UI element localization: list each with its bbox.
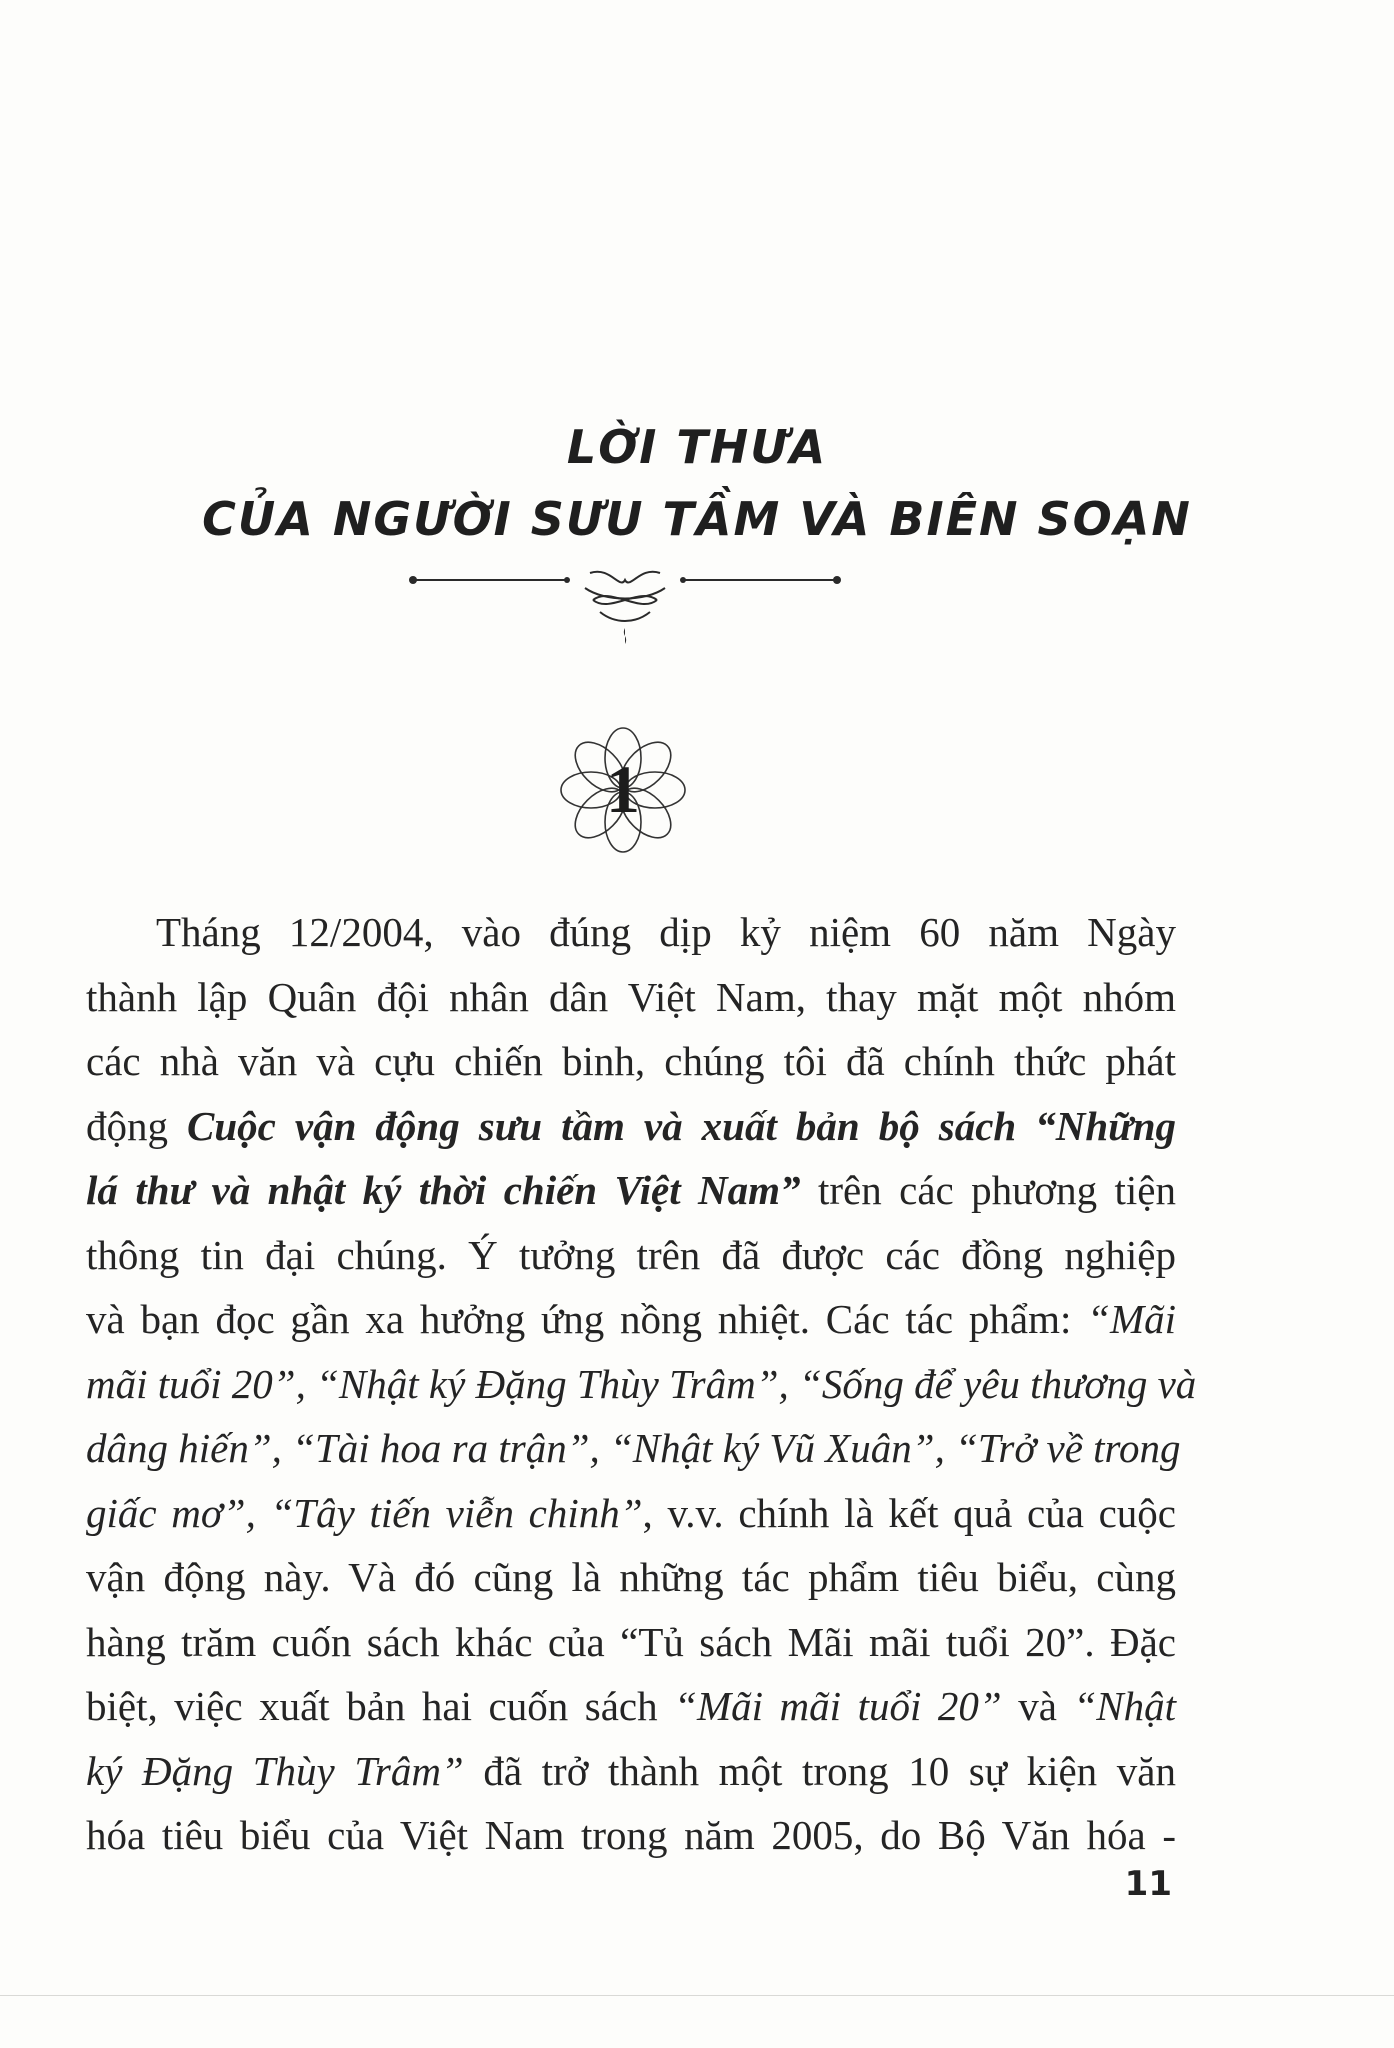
heading-title: LỜI THƯA [566, 420, 828, 474]
text-line: thành lập Quân đội nhân dân Việt Nam, thay mặt một nhóm [86, 973, 1176, 1020]
text-line: thông tin đại chúng. Ý tưởng trên đã được các đồng nghiệp [86, 1231, 1176, 1278]
page-edge-divider [0, 1995, 1394, 1996]
text-line: Tháng 12/2004, vào đúng dịp kỷ niệm 60 năm Ngày [156, 909, 1176, 955]
heading-subtitle: CỦA NGƯỜI SƯU TẦM VÀ BIÊN SOẠN [202, 492, 1192, 546]
text-line: biệt, việc xuất bản hai cuốn sách “Mãi mãi tuổi 20” và “Nhật [86, 1683, 1176, 1729]
page-number: 11 [1124, 1864, 1172, 1904]
campaign-title-emphasis: lá thư và nhật ký thời chiến Việt Nam” [86, 1167, 801, 1213]
text-line: động Cuộc vận động sưu tầm và xuất bản bộ sách “Những [86, 1102, 1176, 1149]
text-line: hóa tiêu biểu của Việt Nam trong năm 2005, do Bộ Văn hóa - [86, 1812, 1176, 1858]
text-line: dâng hiến”, “Tài hoa ra trận”, “Nhật ký Vũ Xuân”, “Trở về trong [86, 1425, 1181, 1471]
text-line: lá thư và nhật ký thời chiến Việt Nam” trên các phương tiện [86, 1167, 1176, 1213]
text-line: hàng trăm cuốn sách khác của “Tủ sách Mãi mãi tuổi 20”. Đặc [86, 1618, 1176, 1665]
text-line: mãi tuổi 20”, “Nhật ký Đặng Thùy Trâm”, “Sống để yêu thương và [86, 1360, 1197, 1407]
section-number: 1 [606, 751, 640, 827]
text-line: và bạn đọc gần xa hưởng ứng nồng nhiệt. Các tác phẩm: “Mãi [86, 1296, 1176, 1342]
flourish-divider-icon [405, 568, 845, 658]
text-line: vận động này. Và đó cũng là những tác phẩm tiêu biểu, cùng [86, 1554, 1176, 1600]
body-paragraph [86, 900, 1197, 1868]
campaign-title-emphasis: Cuộc vận động sưu tầm và xuất bản bộ sách “Những [187, 1102, 1176, 1149]
text-line: ký Đặng Thùy Trâm” đã trở thành một trong 10 sự kiện văn [86, 1747, 1176, 1794]
text-line: các nhà văn và cựu chiến binh, chúng tôi đã chính thức phát [86, 1038, 1176, 1084]
lotus-ornament-icon [553, 720, 693, 860]
text-line: giấc mơ”, “Tây tiến viễn chinh”, v.v. chính là kết quả của cuộc [86, 1489, 1177, 1536]
